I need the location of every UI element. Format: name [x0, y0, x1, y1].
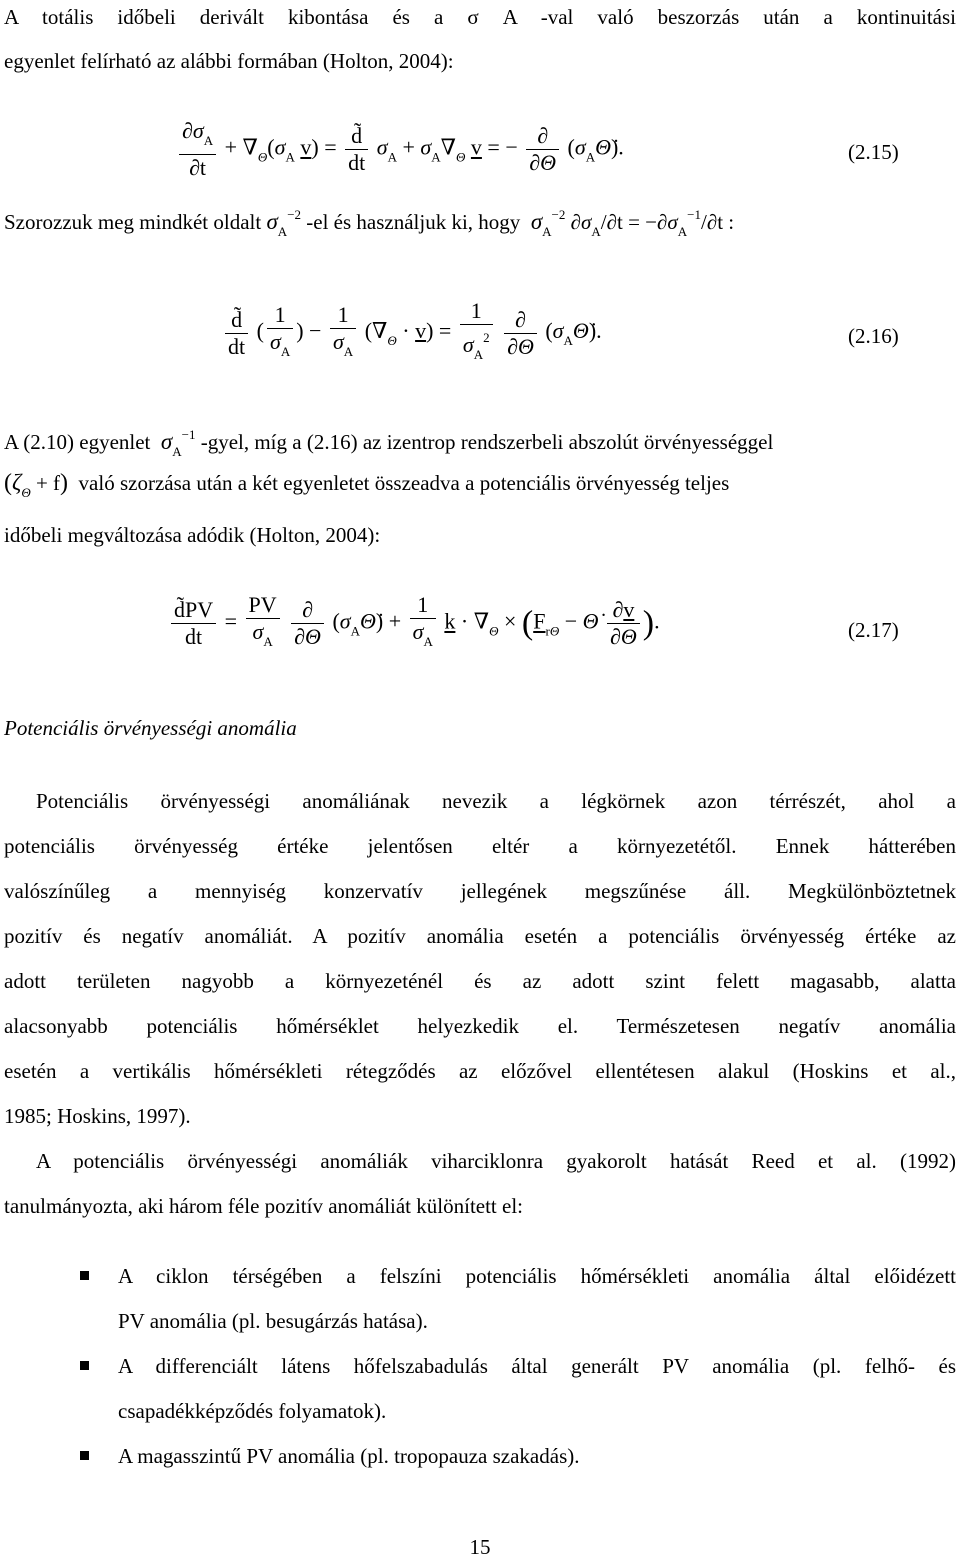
equation-number-2-17: (2.17) [848, 618, 899, 642]
paragraph3-text-line2: való szorzása után a két egyenletet összeadva a potenciális örvényesség teljes [78, 471, 730, 495]
bullet-text: csapadékképződés folyamatok). [118, 1399, 387, 1423]
paragraph4-line: 1985; Hoskins, 1997). [4, 1104, 191, 1128]
section-heading: Potenciális örvényességi anomália [4, 716, 297, 740]
equation-2-15: $\frac{\partial\sigma_A}{\partial t}$ + $\nabla_\Theta(\sigma_A$ v) = $\frac{d̃}{dt}$ $\sigma_A + \sigma_A\nabla_\Theta$ v = − $\frac{\partial}{\partial\Theta}$ $(\sigma_A\Thetȧ)$. [176, 118, 624, 181]
paragraph4-line: esetén a vertikális hőmérsékleti rétegződés az előzővel ellentétesen alakul (Hoskins et al., [4, 1059, 956, 1083]
bullet-marker [80, 1361, 89, 1370]
paragraph2-text-a: Szorozzuk meg mindkét oldalt [4, 210, 262, 234]
bullet-marker [80, 1271, 89, 1280]
paragraph2-text-c: t : [717, 210, 735, 234]
paragraph4-line: pozitív és negatív anomáliát. A pozitív anomália esetén a potenciális örvényesség értéke az [4, 924, 956, 948]
equation-number-2-16: (2.16) [848, 324, 899, 348]
equation-2-17: $\frac{d̃PV}{dt}$ = $\frac{PV}{\sigma_A}$ $\frac{\partial}{\partial\Theta}$ $(\sigma_A\Thetȧ)$ + $\frac{1}{\sigma_A}$ $k \cdot \nabla_\Theta \times (F_{r\Theta}$ − Θ̇ $\frac{\partial v}{\partial\Theta}$ ). [168, 592, 660, 655]
paragraph4-line: potenciális örvényesség értéke jelentősen eltér a környezetétől. Ennek hátterében [4, 834, 956, 858]
paragraph3-line3: időbeli megváltozása adódik (Holton, 2004): [4, 523, 381, 547]
paragraph4-line: alacsonyabb potenciális hőmérséklet helyezkedik el. Természetesen negatív anomália [4, 1014, 956, 1038]
bullet-text: A ciklon térségében a felszíni potenciális hőmérsékleti anomália által előidézett [118, 1264, 956, 1288]
paragraph3-line2: $(\zeta_\Theta + f)$ való szorzása után a két egyenletet összeadva a potenciális örvényesség teljes [4, 470, 730, 500]
paragraph1-line1: A totális időbeli derivált kibontása és a σ A -val való beszorzás után a kontinuitási [4, 5, 956, 29]
bullet-text: A magasszintű PV anomália (pl. tropopauza szakadás). [118, 1444, 580, 1468]
page-number: 15 [469, 1535, 491, 1559]
paragraph4-line: valószínűleg a mennyiség konzervatív jellegének megszűnése áll. Megkülönböztetnek [4, 879, 956, 903]
paragraph4-line: adott területen nagyobb a környezeténél és az adott szint felett magasabb, alatta [4, 969, 956, 993]
paragraph1-line2: egyenlet felírható az alábbi formában (Holton, 2004): [4, 49, 454, 73]
bullet-text: PV anomália (pl. besugárzás hatása). [118, 1309, 428, 1333]
paragraph4-line: Potenciális örvényességi anomáliának nevezik a légkörnek azon térrészét, ahol a [36, 789, 956, 813]
paragraph3-line1: A (2.10) egyenlet $\sigma_A^{-1}$ -gyel, míg a (2.16) az izentrop rendszerbeli abszolút örvényességgel [4, 427, 774, 459]
paragraph2-line1: Szorozzuk meg mindkét oldalt $\sigma_A^{-2}$ -el és használjuk ki, hogy $\sigma_A^{-2}$ $\partial\sigma_A/\partial t = -\partial\sigma_A^{-1}/\partial t$ : [4, 207, 735, 239]
paragraph2-text-b: -el és használjuk ki, hogy [306, 210, 521, 234]
bullet-text: A differenciált látens hőfelszabadulás által generált PV anomália (pl. felhő- és [118, 1354, 956, 1378]
equation-number-2-15: (2.15) [848, 140, 899, 164]
paragraph5-line: tanulmányozta, aki három féle pozitív anomáliát különített el: [4, 1194, 524, 1218]
paragraph3-text-a: A (2.10) egyenlet [4, 430, 151, 454]
paragraph3-text-b: -gyel, míg a (2.16) az izentrop rendszerbeli abszolút örvényességgel [200, 430, 774, 454]
equation-2-16: $\frac{d̃}{dt}$ ( $\frac{1}{\sigma_A}$ ) − $\frac{1}{\sigma_A}$ $(\nabla_\Theta \cdot v)$ = $\frac{1}{\sigma_A^2}$ $\frac{\partial}{\partial\Theta}$ $(\sigma_A\Thetȧ)$. [222, 298, 602, 368]
paragraph5-line: A potenciális örvényességi anomáliák viharciklonra gyakorolt hatását Reed et al. (1992) [36, 1149, 956, 1173]
bullet-marker [80, 1451, 89, 1460]
